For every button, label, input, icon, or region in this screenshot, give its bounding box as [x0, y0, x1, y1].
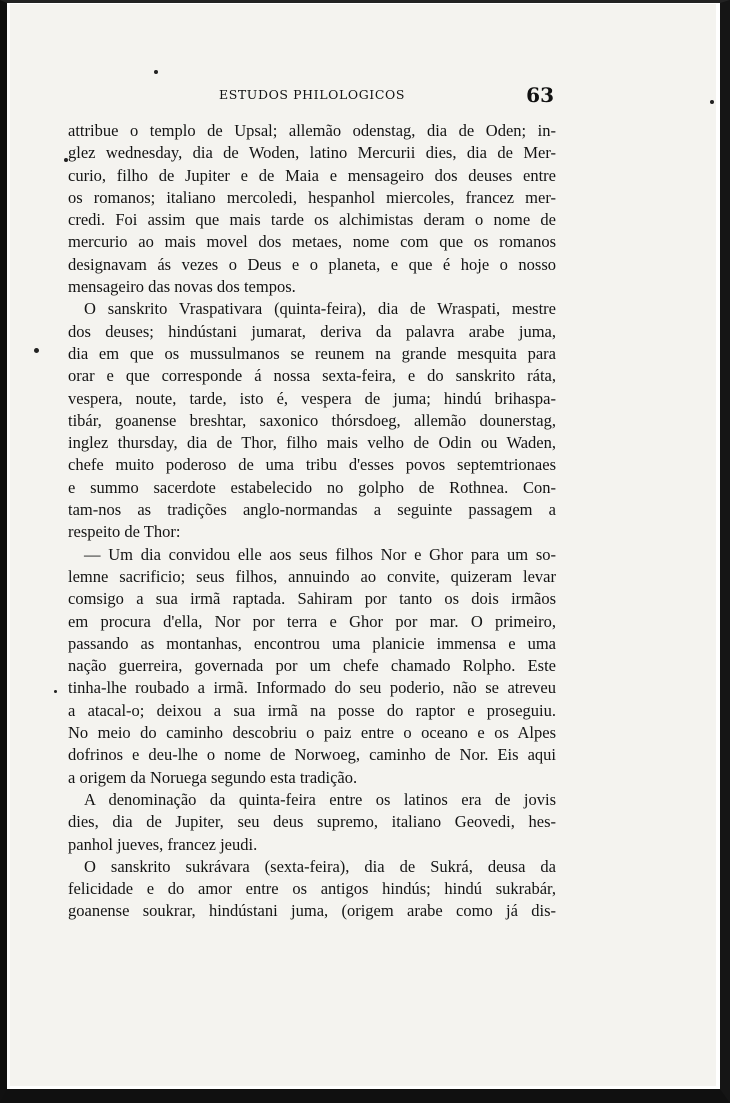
ink-speck	[154, 70, 158, 74]
text-line: inglez thursday, dia de Thor, filho mais velho de Odin ou Waden,	[68, 433, 556, 453]
body-text	[68, 120, 556, 923]
text-line: comsigo a sua irmã raptada. Sahiram por tanto os dois irmãos	[68, 589, 556, 609]
text-line: — Um dia convidou elle aos seus filhos Nor e Ghor para um so-	[84, 544, 556, 564]
text-line: chefe muito poderoso de uma tribu d'esses povos septemtrionaes	[68, 455, 556, 475]
text-line: panhol jueves, francez jeudi.	[68, 834, 258, 854]
text-line: e summo sacerdote estabelecido no golpho de Rothnea. Con-	[68, 477, 556, 497]
text-line: tinha-lhe roubado a irmã. Informado do seu poderio, não se atreveu	[68, 678, 556, 698]
text-line: O sanskrito Vraspativara (quinta-feira), dia de Wraspati, mestre	[84, 299, 556, 319]
text-line: respeito de Thor:	[68, 522, 181, 542]
text-line: curio, filho de Jupiter e de Maia e mensageiro dos deuses entre	[68, 165, 556, 185]
text-line: dies, dia de Jupiter, seu deus supremo, italiano Geovedi, hes-	[68, 812, 556, 832]
text-line: lemne sacrificio; seus filhos, annuindo ao convite, quizeram levar	[68, 566, 556, 586]
text-line: tibár, goanense breshtar, saxonico thórsdoeg, allemão dounerstag,	[68, 410, 556, 430]
text-line: credi. Foi assim que mais tarde os alchimistas deram o nome de	[68, 210, 556, 230]
text-line: A denominação da quinta-feira entre os latinos era de jovis	[84, 789, 556, 809]
text-line: goanense soukrar, hindústani juma, (origem arabe como já dis-	[68, 901, 556, 921]
text-line: O sanskrito sukrávara (sexta-feira), dia de Sukrá, deusa da	[84, 856, 556, 876]
text-line: attribue o templo de Upsal; allemão odenstag, dia de Oden; in-	[68, 121, 556, 140]
text-line: dofrinos e deu-lhe o nome de Norwoeg, caminho de Nor. Eis aqui	[68, 745, 556, 765]
text-line: glez wednesday, dia de Woden, latino Mercurii dies, dia de Mer-	[68, 143, 556, 163]
running-title: ESTUDOS PHILOLOGICOS	[218, 87, 405, 102]
text-line: mensageiro das novas dos tempos.	[68, 277, 296, 297]
text-line: a atacal-o; deixou a sua irmã na posse do raptor e proseguiu.	[68, 700, 556, 720]
text-line: vespera, noute, tarde, isto é, vespera de juma; hindú brihaspa-	[68, 388, 556, 408]
text-line: em procura d'ella, Nor por terra e Ghor por mar. O primeiro,	[68, 611, 556, 631]
page-number: 63	[526, 83, 554, 107]
text-line: mercurio ao mais movel dos metaes, nome com que os romanos	[68, 232, 556, 252]
text-line: a origem da Noruega segundo esta tradição.	[68, 767, 358, 787]
text-line: nação guerreira, governada por um chefe chamado Rolpho. Este	[68, 656, 556, 676]
text-line: os romanos; italiano mercoledi, hespanhol miercoles, francez mer-	[68, 187, 556, 207]
ink-speck	[710, 100, 714, 104]
ink-speck	[54, 690, 57, 693]
page-header	[68, 83, 556, 107]
text-line: tam-nos as tradições anglo-normandas a seguinte passagem a	[68, 500, 556, 520]
ink-speck	[34, 348, 39, 353]
text-line: dia em que os mussulmanos se reunem na grande mesquita para	[68, 343, 556, 363]
text-line: No meio do caminho descobriu o paiz entre o oceano e os Alpes	[68, 723, 556, 743]
text-line: dos deuses; hindústani jumarat, deriva da palavra arabe juma,	[68, 321, 556, 341]
text-line: passando as montanhas, encontrou uma planicie immensa e uma	[68, 633, 556, 653]
text-line: designavam ás vezes o Deus e o planeta, e que é hoje o nosso	[68, 254, 556, 274]
text-line: orar e que corresponde á nossa sexta-feira, e do sanskrito ráta,	[68, 366, 556, 386]
text-line: felicidade e do amor entre os antigos hindús; hindú sukrabár,	[68, 879, 556, 899]
